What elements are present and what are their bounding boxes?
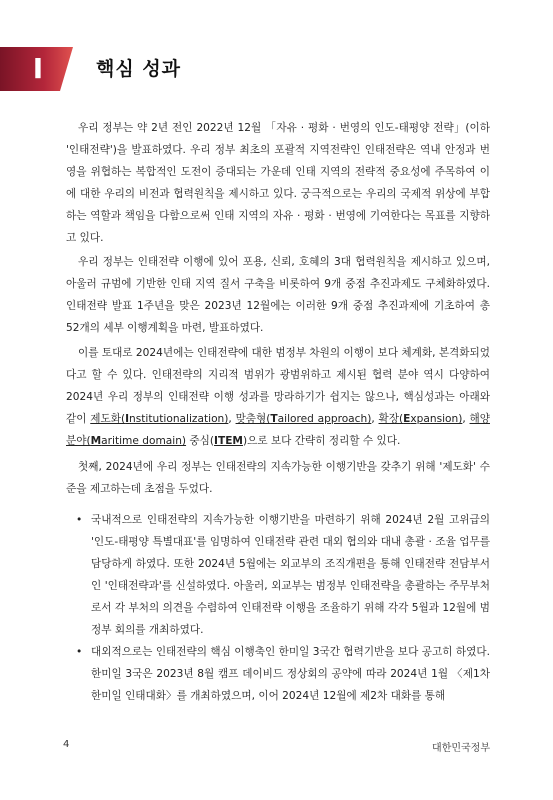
- section-badge: [0, 47, 73, 91]
- bullet-icon: •: [76, 646, 83, 658]
- list-item: [76, 509, 490, 641]
- bullet-text: 국내적으로 인태전략의 지속가능한 이행기반을 마련하기 위해 2024년 2월 고위급의 '인도-태평양 특별대표'를 임명하여 인태전략 관련 대외 협의와 대내 총괄 · 조율 업무를 담당하게 하였다. 또한 2024년 5월에는 외교부의 조직개편을 통해 인태전략 전담부서인 '인태전략과'를 신설하였다. 아울러, 외교부는 범정부 인태전략을 총괄하는 주무부처로서 각 부처의 의견을 수렴하여 인태전략 이행을 조율하기 위해 각각 5월과 12월에 범정부 회의를 개최하였다.: [91, 514, 490, 636]
- bullet-icon: •: [76, 514, 83, 526]
- paragraph-text: 첫째, 2024년에 우리 정부는 인태전략의 지속가능한 이행기반을 갖추기 위해 '제도화' 수준을 제고하는데 초점을 두었다.: [66, 461, 490, 495]
- keyword-institutionalization: 제도화(Institutionalization): [90, 413, 229, 425]
- intro-paragraph-2: [66, 251, 490, 339]
- keyword-maritime: 해양분야(Maritime domain): [66, 413, 490, 447]
- intro-paragraph-1: [66, 117, 490, 249]
- paragraph-text: 이를 토대로 2024년에는 인태전략에 대한 범정부 차원의 이행이 보다 체계화, 본격화되었다고 할 수 있다. 인태전략의 지리적 범위가 광범위하고 제시된 협력 분야 역시 다양하여 2024년 우리 정부의 인태전략 이행 성과를 망라하기가 쉽지는 않으나, 핵심성과는 아래와 같이 제도화(Institutionalization), 맞춤형(Tailored approach), 확장(Expansion), 해양분야(Maritime domain) 중심(ITEM)으로 보다 간략히 정리할 수 있다.: [66, 347, 490, 447]
- section-header: [0, 47, 553, 91]
- list-item: [76, 641, 490, 707]
- keyword-tailored: 맞춤형(Tailored approach): [235, 413, 372, 425]
- keyword-item: ITEM: [214, 435, 243, 447]
- bullet-list-item-1: [76, 509, 490, 641]
- page-number: 4: [63, 739, 70, 750]
- section-title: 핵심 성과: [96, 58, 182, 80]
- publisher-label: 대한민국정부: [432, 743, 490, 754]
- intro-paragraph-3: [66, 342, 490, 452]
- paragraph-text: 우리 정부는 인태전략 이행에 있어 포용, 신뢰, 호혜의 3대 협력원칙을 제시하고 있으며, 아울러 규범에 기반한 인태 지역 질서 구축을 비롯하여 9개 중점 추진과제도 구체화하였다. 인태전략 발표 1주년을 맞은 2023년 12월에는 이러한 9개 중점 추진과제에 기초하여 총 52개의 세부 이행계획을 마련, 발표하였다.: [66, 256, 490, 334]
- bullet-list-item-2: [76, 641, 490, 707]
- intro-paragraph-4: [66, 456, 490, 500]
- bullet-text: 대외적으로는 인태전략의 핵심 이행축인 한미일 3국간 협력기반을 보다 공고히 하였다. 한미일 3국은 2023년 8월 캠프 데이비드 정상회의 공약에 따라 2024년 1월 〈제1차 한미일 인태대화〉를 개최하였으며, 이어 2024년 12월에 제2차 대화를 통해: [91, 646, 490, 702]
- keyword-expansion: 확장(Expansion): [378, 413, 463, 425]
- paragraph-text: 우리 정부는 약 2년 전인 2022년 12월 「자유 · 평화 · 번영의 인도-태평양 전략」(이하 '인태전략')을 발표하였다. 우리 정부 최초의 포괄적 지역전략인 인태전략은 역내 안정과 번영을 위협하는 복합적인 도전이 증대되는 가운데 인태 지역의 전략적 중요성에 주목하여 이에 대한 우리의 비전과 협력원칙을 제시하고 있다. 궁극적으로는 우리의 국제적 위상에 부합하는 역할과 책임을 다함으로써 인태 지역의 자유 · 평화 · 번영에 기여한다는 목표를 지향하고 있다.: [66, 122, 490, 244]
- section-numeral: I: [32, 52, 44, 85]
- paragraph-run: 이를 토대로 2024년에는 인태전략에 대한 범정부 차원의 이행이 보다 체계화, 본격화되었다고 할 수 있다. 인태전략의 지리적 범위가 광범위하고 제시된 협력 분야 역시 다양하여 2024년 우리 정부의 인태전략 이행 성과를 망라하기가 쉽지는 않으나, 핵심성과는 아래와 같이: [66, 347, 490, 425]
